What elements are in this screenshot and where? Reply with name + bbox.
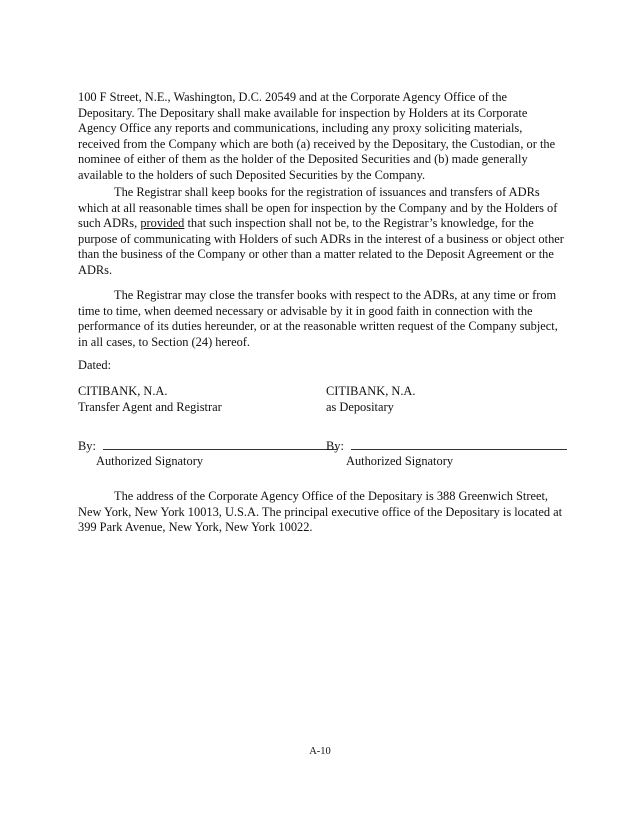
- left-signature-entity: CITIBANK, N.A.: [78, 384, 168, 398]
- right-authorized-signatory: Authorized Signatory: [346, 454, 454, 468]
- paragraph-registrar-books: [78, 185, 564, 279]
- right-signature-role: as Depositary: [326, 400, 394, 414]
- paragraph-inspection-location: 100 F Street, N.E., Washington, D.C. 20549 and at the Corporate Agency Office of the Depositary. The Depositary shall make available for inspection by Holders at its Corporate Agency Office any reports and communications, including any proxy soliciting materials, received from the Company which are both (a) received by the Depositary, the Custodian, or the nominee of either of them as the holder of the Deposited Securities and (b) made generally available to the holders of such Deposited Securities by the Company.: [78, 90, 556, 182]
- page-number: A-10: [309, 746, 331, 757]
- left-signature-role: Transfer Agent and Registrar: [78, 400, 222, 414]
- left-signature-rule: [103, 438, 337, 450]
- paragraph-depositary-address: The address of the Corporate Agency Office of the Depositary is 388 Greenwich Street, New York, New York 10013, U.S.A. The principal executive office of the Depositary is located at 399 Park Avenue, New York, New York 10022.: [78, 489, 563, 535]
- right-signature-by-line: [326, 438, 567, 455]
- left-by-label: By:: [78, 439, 96, 453]
- right-signature-rule: [351, 438, 567, 450]
- left-authorized-signatory: Authorized Signatory: [96, 454, 204, 468]
- paragraph-transfer-books: The Registrar may close the transfer books with respect to the ADRs, at any time or from time to time, when deemed necessary or advisable by it in good faith in connection with the performance of its duties hereunder, or at the reasonable written request of the Company subject, in all cases, to Section (24) hereof.: [78, 288, 558, 349]
- dated-label: Dated:: [78, 358, 112, 372]
- left-signature-by-line: [78, 438, 337, 455]
- provided-underlined-term: provided: [140, 216, 185, 231]
- paragraph-registrar-books-text-a: The Registrar shall keep books for the registration of issuances and transfers of ADRs which at all reasonable times shall be open for inspection by the Company and by the Holders of such ADRs,: [78, 185, 558, 231]
- paragraph-registrar-books-text-b: that such inspection shall not be, to the Registrar’s knowledge, for the purpose of communicating with Holders of such ADRs in the interest of a business or object other than the business of the Company or other than a matter related to the Deposit Agreement or the ADRs.: [78, 216, 564, 277]
- right-by-label: By:: [326, 439, 344, 453]
- right-signature-entity: CITIBANK, N.A.: [326, 384, 416, 398]
